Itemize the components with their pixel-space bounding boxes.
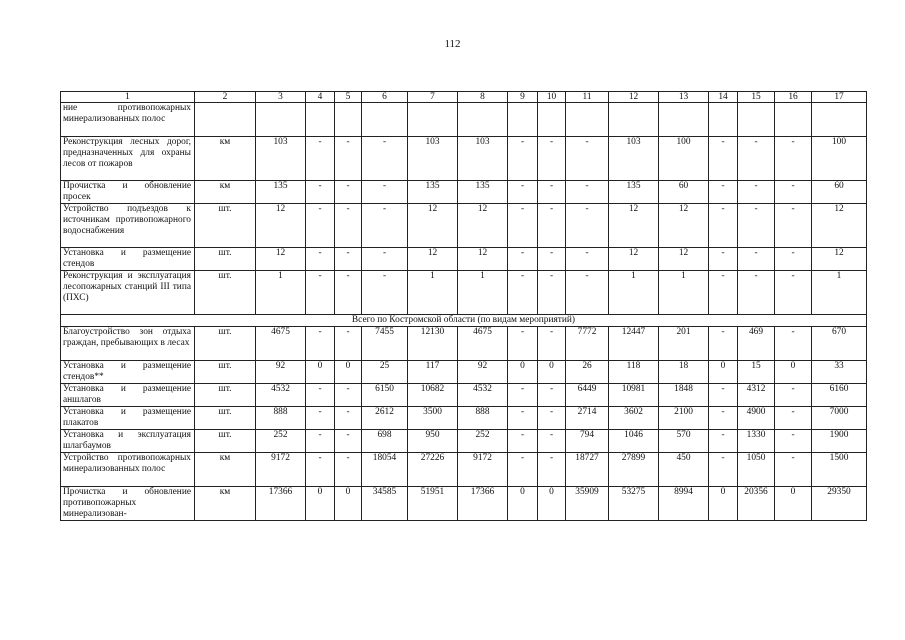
table-cell: - [775,327,812,361]
table-cell: 12 [812,204,867,248]
column-header: 9 [508,92,538,103]
table-cell: - [709,453,738,487]
table-cell: - [538,407,566,430]
table-cell: 4675 [256,327,306,361]
table-cell: 60 [659,181,709,204]
row-label: Установка и размещение стендов [61,248,195,271]
table-cell: - [335,407,362,430]
table-cell: 0 [709,361,738,384]
column-header: 14 [709,92,738,103]
table-cell: - [335,271,362,315]
column-header: 11 [566,92,609,103]
table-cell: - [508,137,538,181]
table-cell: 118 [609,361,659,384]
table-cell: - [306,204,335,248]
row-unit: шт. [195,407,256,430]
table-cell: - [775,384,812,407]
table-cell [659,103,709,137]
table-cell: 15 [738,361,775,384]
column-header: 1 [61,92,195,103]
table-row [61,181,867,204]
table-cell: 0 [538,361,566,384]
table-cell [738,103,775,137]
table-cell: 3500 [408,407,458,430]
table-cell: - [775,248,812,271]
table-cell: 201 [659,327,709,361]
table-cell: - [775,407,812,430]
table-cell: 12 [812,248,867,271]
column-header: 12 [609,92,659,103]
table-cell: - [738,181,775,204]
table-cell: 135 [458,181,508,204]
table-cell: - [508,407,538,430]
table-cell: 6150 [362,384,408,407]
table-cell: - [538,453,566,487]
table-cell: 12 [408,248,458,271]
column-header: 8 [458,92,508,103]
table-cell: 29350 [812,487,867,521]
table-row [61,487,867,521]
column-header: 2 [195,92,256,103]
table-cell: 1848 [659,384,709,407]
table-cell: - [306,271,335,315]
table-cell: 135 [408,181,458,204]
table-cell: 12 [609,248,659,271]
table-cell: 0 [709,487,738,521]
table-cell: - [538,384,566,407]
table-cell: - [538,181,566,204]
table-cell [812,103,867,137]
table-cell: - [335,430,362,453]
column-header: 10 [538,92,566,103]
table-cell: - [508,181,538,204]
column-header: 4 [306,92,335,103]
row-label: Установка и размещение стендов** [61,361,195,384]
table-cell: - [508,248,538,271]
table-cell: 27226 [408,453,458,487]
table-cell: 9172 [256,453,306,487]
table-cell: - [306,248,335,271]
table-cell: 2100 [659,407,709,430]
table-row [61,327,867,361]
table-cell: 18 [659,361,709,384]
table-row [61,407,867,430]
table-row [61,137,867,181]
table-cell: 1 [659,271,709,315]
table-cell: - [335,453,362,487]
table-cell: - [306,181,335,204]
table-cell: 252 [256,430,306,453]
header-row [61,92,867,103]
table-row [61,103,867,137]
table-cell: - [508,453,538,487]
row-label: Реконструкция лесных дорог, предназначенных для охраны лесов от пожаров [61,137,195,181]
table-cell: - [709,407,738,430]
table-cell: - [508,204,538,248]
table-cell: 10682 [408,384,458,407]
table-cell: - [709,204,738,248]
table-cell: 6449 [566,384,609,407]
table-cell: 17366 [458,487,508,521]
table-cell: 450 [659,453,709,487]
row-unit: км [195,181,256,204]
row-unit: шт. [195,361,256,384]
table-cell: 2612 [362,407,408,430]
table-cell: - [775,204,812,248]
table-cell: 1900 [812,430,867,453]
table-cell: - [738,271,775,315]
row-unit: шт. [195,204,256,248]
table-cell: - [538,271,566,315]
table-cell: 12 [609,204,659,248]
table-cell: 8994 [659,487,709,521]
column-header: 7 [408,92,458,103]
table-cell: 60 [812,181,867,204]
table-cell: 0 [306,487,335,521]
table-cell: - [709,327,738,361]
row-unit: шт. [195,327,256,361]
table-cell [566,103,609,137]
table-cell [709,103,738,137]
table-cell: 0 [335,487,362,521]
table-cell [775,103,812,137]
table-cell: - [775,271,812,315]
table-cell: 12 [458,248,508,271]
table-cell: - [566,181,609,204]
table-cell: 135 [256,181,306,204]
table-cell: 12 [408,204,458,248]
table-cell: 25 [362,361,408,384]
table-cell: 103 [256,137,306,181]
row-label: Установка и эксплуатация шлагбаумов [61,430,195,453]
table-cell: 103 [408,137,458,181]
row-unit: шт. [195,384,256,407]
table-cell: - [709,181,738,204]
table-cell: 12 [458,204,508,248]
table-cell: - [566,248,609,271]
table-cell: - [508,430,538,453]
table-cell: 1330 [738,430,775,453]
table-cell: 18727 [566,453,609,487]
table-cell: - [335,137,362,181]
row-label: Устройство противопожарных минерализованных полос [61,453,195,487]
column-header: 17 [812,92,867,103]
table-cell: - [335,327,362,361]
table-cell: 7455 [362,327,408,361]
table-cell: 92 [458,361,508,384]
table-cell: 100 [812,137,867,181]
table-cell [508,103,538,137]
table-cell [458,103,508,137]
table-cell: 469 [738,327,775,361]
row-label: Прочистка и обновление просек [61,181,195,204]
data-table-container [60,91,866,521]
table-cell: 26 [566,361,609,384]
table-cell [538,103,566,137]
table-cell: 0 [306,361,335,384]
table-row [61,204,867,248]
table-cell: - [738,137,775,181]
table-cell: 2714 [566,407,609,430]
table-cell: 1 [408,271,458,315]
column-header: 6 [362,92,408,103]
table-cell: 103 [609,137,659,181]
column-header: 16 [775,92,812,103]
table-cell: - [738,204,775,248]
table-cell: 12447 [609,327,659,361]
table-cell: - [306,384,335,407]
table-cell: - [738,248,775,271]
table-cell: 117 [408,361,458,384]
table-cell: - [566,271,609,315]
row-unit [195,103,256,137]
table-cell: - [538,430,566,453]
table-cell: 0 [335,361,362,384]
table-cell: 0 [508,487,538,521]
table-cell: 12 [659,248,709,271]
table-cell: 6160 [812,384,867,407]
table-cell: - [362,137,408,181]
row-label: Устройство подъездов к источникам противопожарного водоснабжения [61,204,195,248]
table-cell: - [335,248,362,271]
table-cell: 4532 [256,384,306,407]
row-unit: шт. [195,430,256,453]
table-row [61,271,867,315]
table-cell: 103 [458,137,508,181]
table-cell: - [362,181,408,204]
table-cell: - [362,271,408,315]
table-cell: 1 [609,271,659,315]
table-cell: 3602 [609,407,659,430]
table-cell: 34585 [362,487,408,521]
page-number: 112 [444,38,461,50]
table-cell: - [362,204,408,248]
table-cell: - [709,248,738,271]
table-cell: 1500 [812,453,867,487]
table-cell: 888 [256,407,306,430]
table-cell: 1046 [609,430,659,453]
table-cell: - [306,453,335,487]
table-cell: 670 [812,327,867,361]
table-cell: - [709,384,738,407]
row-unit: км [195,137,256,181]
row-unit: шт. [195,271,256,315]
section-row [61,315,867,327]
table-cell: 0 [508,361,538,384]
table-cell [609,103,659,137]
table-cell: 27899 [609,453,659,487]
table-cell: 92 [256,361,306,384]
row-label: Установка и размещение плакатов [61,407,195,430]
table-cell: 0 [775,361,812,384]
table-cell: 18054 [362,453,408,487]
section-title: Всего по Костромской области (по видам мероприятий) [61,315,867,327]
table-cell: - [566,137,609,181]
table-cell [362,103,408,137]
table-cell: - [538,204,566,248]
table-cell: - [508,327,538,361]
table-cell: 12130 [408,327,458,361]
table-cell: - [508,384,538,407]
table-row [61,453,867,487]
row-unit: шт. [195,248,256,271]
table-cell: - [775,453,812,487]
table-cell: 51951 [408,487,458,521]
row-label: Прочистка и обновление противопожарных минерализован- [61,487,195,521]
table-cell: 100 [659,137,709,181]
table-cell: - [306,137,335,181]
table-row [61,248,867,271]
table-cell: 1 [458,271,508,315]
table-cell: 10981 [609,384,659,407]
column-header: 13 [659,92,709,103]
table-cell [256,103,306,137]
table-cell: 570 [659,430,709,453]
row-label: Благоустройство зон отдыха граждан, пребывающих в лесах [61,327,195,361]
table-cell: 698 [362,430,408,453]
column-header: 15 [738,92,775,103]
table-cell: 950 [408,430,458,453]
table-cell [335,103,362,137]
table-cell: 12 [256,204,306,248]
column-header: 5 [335,92,362,103]
table-cell: - [362,248,408,271]
table-cell: - [335,204,362,248]
table-cell: 33 [812,361,867,384]
table-cell: 888 [458,407,508,430]
table-cell: - [508,271,538,315]
table-cell: 4675 [458,327,508,361]
table-cell: - [775,430,812,453]
table-cell: 1 [812,271,867,315]
table-cell [306,103,335,137]
table-cell: 12 [659,204,709,248]
table-cell: 53275 [609,487,659,521]
row-unit: км [195,453,256,487]
table-cell: 7000 [812,407,867,430]
table-body [61,92,867,521]
table-cell: - [538,137,566,181]
table-cell: - [775,181,812,204]
table-cell: - [306,327,335,361]
table-cell: 4312 [738,384,775,407]
table-cell: 4900 [738,407,775,430]
row-label: Реконструкция и эксплуатация лесопожарных станций III типа (ПХС) [61,271,195,315]
row-label: ние противопожарных минерализованных полос [61,103,195,137]
table-cell: - [709,430,738,453]
table-cell: 0 [538,487,566,521]
table-cell: - [538,327,566,361]
table-row [61,384,867,407]
column-header: 3 [256,92,306,103]
table-cell: - [335,384,362,407]
table-cell: - [538,248,566,271]
table-cell: 1050 [738,453,775,487]
table-row [61,361,867,384]
table-cell: - [709,137,738,181]
table-cell: 1 [256,271,306,315]
data-table [60,91,867,521]
table-cell: - [709,271,738,315]
table-cell: 7772 [566,327,609,361]
table-cell: - [775,137,812,181]
table-cell: 252 [458,430,508,453]
table-cell [408,103,458,137]
table-cell: - [335,181,362,204]
table-cell: - [306,430,335,453]
table-cell: 17366 [256,487,306,521]
table-cell: 12 [256,248,306,271]
table-cell: 4532 [458,384,508,407]
table-cell: 20356 [738,487,775,521]
row-unit: км [195,487,256,521]
table-cell: 135 [609,181,659,204]
table-cell: - [306,407,335,430]
table-cell: 35909 [566,487,609,521]
table-row [61,430,867,453]
table-cell: 794 [566,430,609,453]
row-label: Установка и размещение аншлагов [61,384,195,407]
table-cell: 9172 [458,453,508,487]
table-cell: - [566,204,609,248]
table-cell: 0 [775,487,812,521]
